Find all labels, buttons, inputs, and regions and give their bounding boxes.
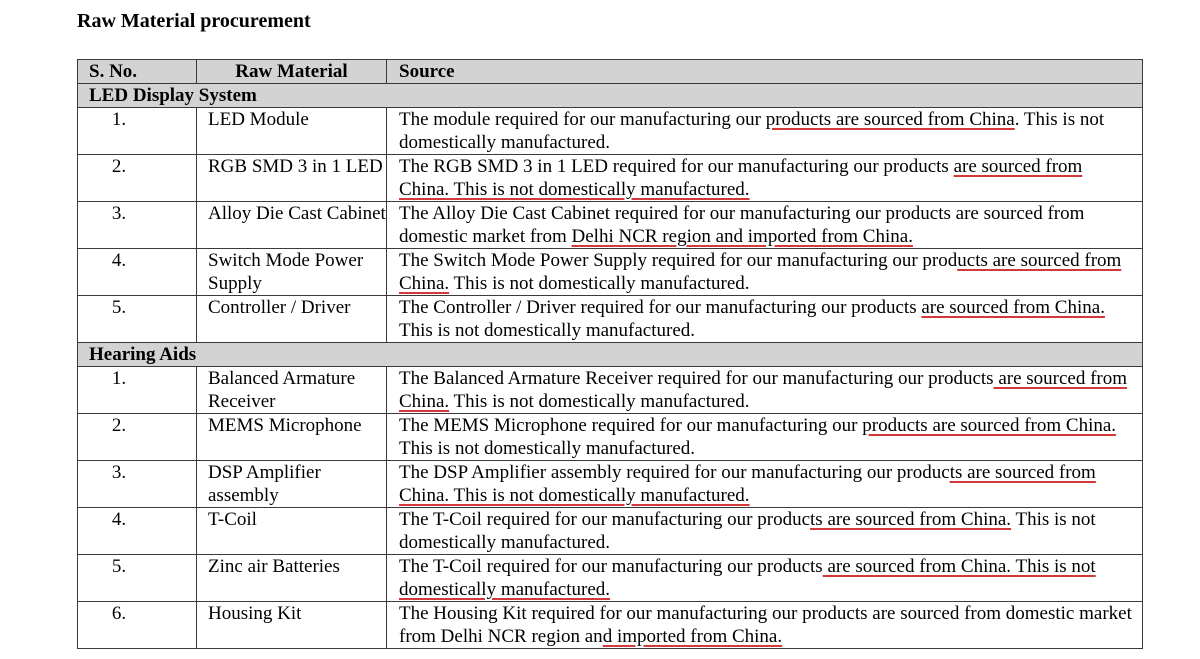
source-text: The MEMS Microphone required for our manufacturing our xyxy=(399,415,863,436)
cell-raw-material: RGB SMD 3 in 1 LED xyxy=(197,155,387,202)
header-source: Source xyxy=(387,60,1143,84)
cell-source xyxy=(387,461,1143,508)
table-row xyxy=(78,602,1143,649)
cell-source xyxy=(387,414,1143,461)
cell-sno: 2. xyxy=(78,414,197,461)
source-text-underlined: products are sourced from China xyxy=(765,109,1015,130)
cell-raw-material: Housing Kit xyxy=(197,602,387,649)
source-text-underlined: ts are sourced from China. This is not domestically manufactured. xyxy=(399,462,1096,506)
cell-source xyxy=(387,108,1143,155)
table-row xyxy=(78,108,1143,155)
source-text-underlined: d imported from China. xyxy=(602,626,783,647)
cell-raw-material: DSP Amplifier assembly xyxy=(197,461,387,508)
cell-source xyxy=(387,367,1143,414)
cell-sno: 3. xyxy=(78,461,197,508)
header-sno: S. No. xyxy=(78,60,197,84)
cell-sno: 1. xyxy=(78,367,197,414)
source-text-underlined: are sourced from China. This is not domestically manufactured. xyxy=(399,156,1083,200)
table-row xyxy=(78,367,1143,414)
source-text-tail: This is not domestically manufactured. xyxy=(399,438,696,459)
source-text: The Controller / Driver required for our manufacturing our products xyxy=(399,297,922,318)
cell-sno: 1. xyxy=(78,108,197,155)
cell-source xyxy=(387,555,1143,602)
cell-source xyxy=(387,249,1143,296)
table-row xyxy=(78,155,1143,202)
source-text: The module required for our manufacturing our xyxy=(399,109,766,130)
source-text-underlined: ts are sourced from China. xyxy=(810,509,1012,530)
page-title: Raw Material procurement xyxy=(77,10,311,32)
cell-source xyxy=(387,202,1143,249)
header-raw-material: Raw Material xyxy=(197,60,387,84)
source-text: The RGB SMD 3 in 1 LED required for our manufacturing our products xyxy=(399,156,954,177)
source-text-underlined: products are sourced from China. xyxy=(862,415,1117,436)
table-row xyxy=(78,555,1143,602)
cell-sno: 2. xyxy=(78,155,197,202)
source-text-tail: This is not domestically manufactured. xyxy=(399,320,696,341)
cell-sno: 5. xyxy=(78,555,197,602)
cell-raw-material: Controller / Driver xyxy=(197,296,387,343)
source-text-tail: This is not domestically manufactured. xyxy=(399,509,1096,553)
table-body xyxy=(78,84,1143,649)
source-text-tail: This is not domestically manufactured. xyxy=(449,391,750,412)
source-text: The Balanced Armature Receiver required for our manufacturing our products xyxy=(399,368,994,389)
source-text-underlined: are sourced from China. xyxy=(921,297,1105,318)
cell-raw-material: Switch Mode Power Supply xyxy=(197,249,387,296)
source-text: The DSP Amplifier assembly required for our manufacturing our produc xyxy=(399,462,950,483)
source-text-tail: . This is not domestically manufactured. xyxy=(399,109,1105,153)
section-title: Hearing Aids xyxy=(78,343,1143,367)
source-text-underlined: are sourced from China. This is not domestically manufactured. xyxy=(399,556,1096,600)
cell-raw-material: Alloy Die Cast Cabinet xyxy=(197,202,387,249)
cell-sno: 5. xyxy=(78,296,197,343)
section-row xyxy=(78,343,1143,367)
cell-source xyxy=(387,508,1143,555)
cell-raw-material: Balanced Armature Receiver xyxy=(197,367,387,414)
source-text-tail: This is not domestically manufactured. xyxy=(449,273,750,294)
table-row xyxy=(78,296,1143,343)
cell-source xyxy=(387,296,1143,343)
procurement-table xyxy=(77,59,1143,649)
source-text-underlined: are sourced from China. xyxy=(399,368,1128,412)
source-text: The Switch Mode Power Supply required for our manufacturing our prod xyxy=(399,250,958,271)
cell-source xyxy=(387,602,1143,649)
source-text: The T-Coil required for our manufacturing our produc xyxy=(399,509,811,530)
table-row xyxy=(78,414,1143,461)
section-row xyxy=(78,84,1143,108)
cell-raw-material: MEMS Microphone xyxy=(197,414,387,461)
source-text: The Alloy Die Cast Cabinet required for our manufacturing our products are sourced from domestic market from xyxy=(399,203,1085,247)
cell-raw-material: LED Module xyxy=(197,108,387,155)
section-title: LED Display System xyxy=(78,84,1143,108)
cell-sno: 4. xyxy=(78,249,197,296)
cell-sno: 6. xyxy=(78,602,197,649)
cell-sno: 4. xyxy=(78,508,197,555)
table-row xyxy=(78,461,1143,508)
source-text: The Housing Kit required for our manufacturing our products are sourced from domestic market from Delhi NCR region an xyxy=(399,603,1132,647)
table-row xyxy=(78,508,1143,555)
table-row xyxy=(78,249,1143,296)
cell-sno: 3. xyxy=(78,202,197,249)
table-row xyxy=(78,202,1143,249)
header-row xyxy=(78,60,1143,84)
source-text: The T-Coil required for our manufacturing our products xyxy=(399,556,823,577)
cell-raw-material: T-Coil xyxy=(197,508,387,555)
source-text-underlined: ucts are sourced from China. xyxy=(399,250,1122,294)
source-text-underlined: Delhi NCR region and imported from China. xyxy=(571,226,913,247)
cell-raw-material: Zinc air Batteries xyxy=(197,555,387,602)
cell-source xyxy=(387,155,1143,202)
